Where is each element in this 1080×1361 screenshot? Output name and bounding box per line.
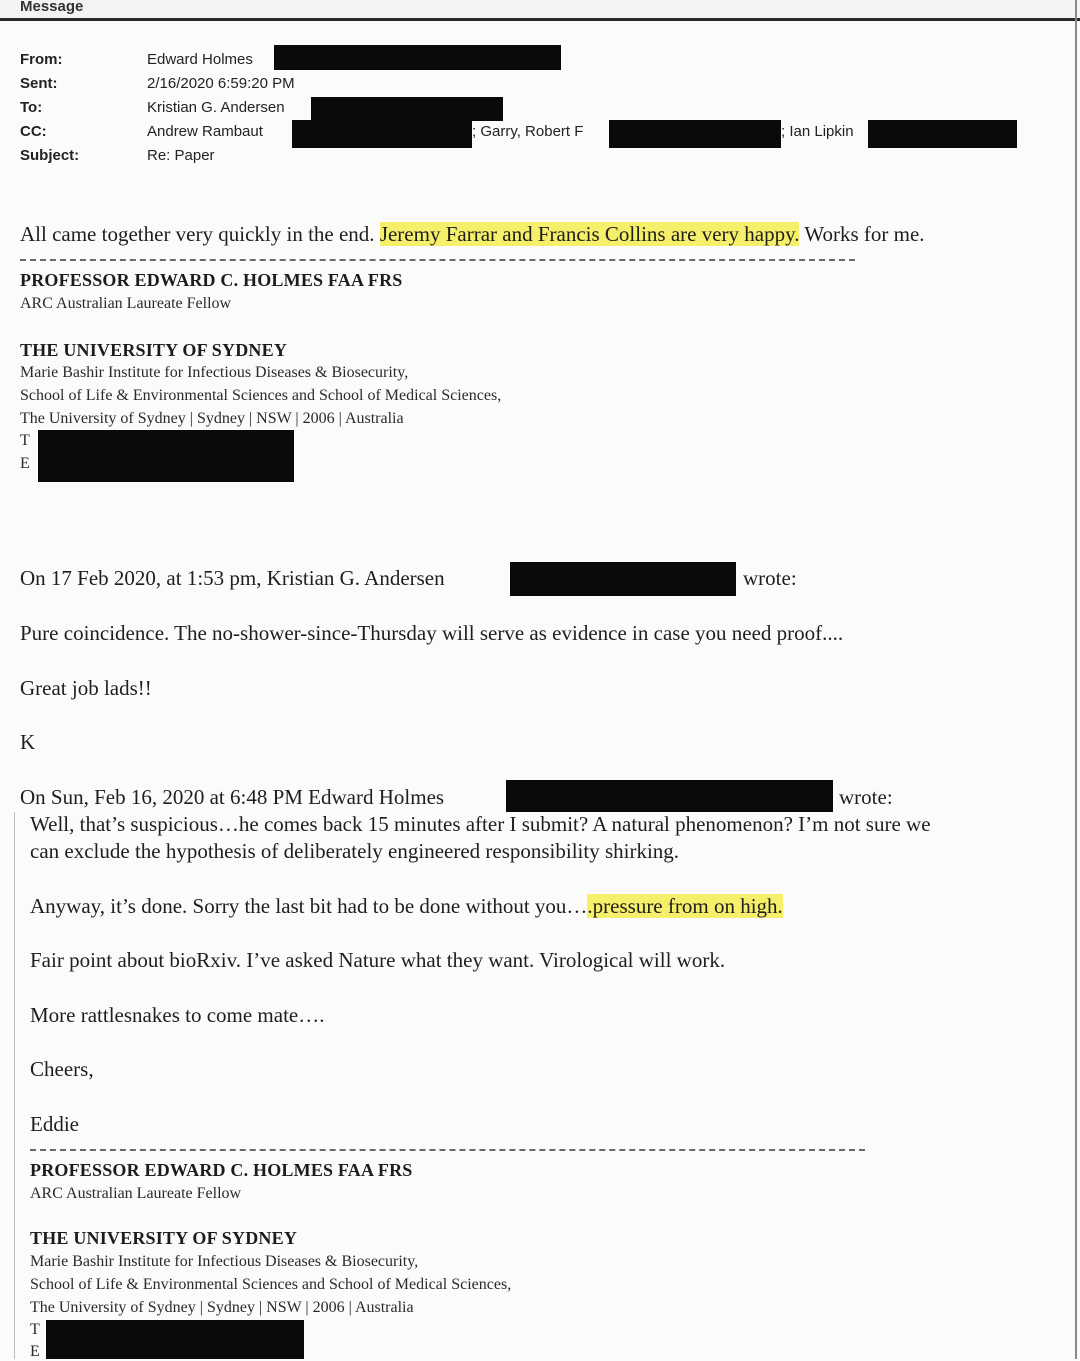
holmes-para-1-line-1: Well, that’s suspicious…he comes back 15 minutes after I submit? A natural phenomenon? I’m not sure we <box>30 812 931 836</box>
redaction-cc-email-3 <box>868 120 1017 148</box>
sent-label: Sent: <box>20 75 58 92</box>
cc-value-lipkin: ; Ian Lipkin <box>781 123 854 140</box>
signature-address: The University of Sydney | Sydney | NSW | 2006 | Australia <box>20 410 404 427</box>
subject-value: Re: Paper <box>147 147 215 164</box>
holmes-para-2: Anyway, it’s done. Sorry the last bit had to be done without you….pressure from on high. <box>30 894 783 918</box>
redaction-signature-contact <box>38 430 294 482</box>
signature-2-phone-label: T <box>30 1321 40 1338</box>
signature-institute: Marie Bashir Institute for Infectious Diseases & Biosecurity, <box>20 364 409 381</box>
holmes-wrote: wrote: <box>839 785 893 809</box>
to-label: To: <box>20 99 43 116</box>
redaction-cc-email-2 <box>609 120 781 148</box>
redaction-andersen-email <box>510 562 736 596</box>
cc-value-rambaut: Andrew Rambaut <box>147 123 263 140</box>
signature-2-title: ARC Australian Laureate Fellow <box>30 1185 242 1202</box>
signature-2-name: PROFESSOR EDWARD C. HOLMES FAA FRS <box>30 1160 413 1180</box>
holmes-para-4: More rattlesnakes to come mate…. <box>30 1003 325 1027</box>
cc-label: CC: <box>20 123 47 140</box>
holmes-highlight: .pressure from on high. <box>587 894 783 918</box>
signature-2-address: The University of Sydney | Sydney | NSW | 2006 | Australia <box>30 1299 414 1316</box>
redaction-signature-2-contact <box>46 1320 304 1359</box>
signature-2-university: THE UNIVERSITY OF SYDNEY <box>30 1228 298 1248</box>
signature-2-institute: Marie Bashir Institute for Infectious Diseases & Biosecurity, <box>30 1253 419 1270</box>
andersen-wrote: wrote: <box>743 566 797 590</box>
holmes-para-6: Eddie <box>30 1112 79 1136</box>
quote-indent-line <box>14 812 15 1359</box>
from-label: From: <box>20 51 63 68</box>
sent-value: 2/16/2020 6:59:20 PM <box>147 75 295 92</box>
holmes-intro: On Sun, Feb 16, 2020 at 6:48 PM Edward Holmes <box>20 785 445 809</box>
signature-name: PROFESSOR EDWARD C. HOLMES FAA FRS <box>20 270 403 290</box>
redaction-to-email <box>311 97 503 121</box>
signature-email-label: E <box>20 455 30 472</box>
signature-2-email-label: E <box>30 1343 40 1360</box>
holmes-para-1-line-2: can exclude the hypothesis of deliberately engineered responsibility shirking. <box>30 839 680 863</box>
to-value: Kristian G. Andersen <box>147 99 285 116</box>
reply-highlight: Jeremy Farrar and Francis Collins are very happy. <box>379 222 800 246</box>
redaction-holmes-email <box>506 780 833 812</box>
signature-school: School of Life & Environmental Sciences and School of Medical Sciences, <box>20 387 502 404</box>
signature-divider-2 <box>30 1149 865 1151</box>
message-window-title: Message <box>20 0 84 15</box>
reply-text: All came together very quickly in the end. Jeremy Farrar and Francis Collins are very happy. Works for me. <box>20 222 925 246</box>
signature-divider <box>20 259 855 261</box>
andersen-line-2: Great job lads!! <box>20 676 152 700</box>
signature-title: ARC Australian Laureate Fellow <box>20 295 232 312</box>
holmes-para-3: Fair point about bioRxiv. I’ve asked Nature what they want. Virological will work. <box>30 948 726 972</box>
signature-2-school: School of Life & Environmental Sciences and School of Medical Sciences, <box>30 1276 512 1293</box>
andersen-line-1: Pure coincidence. The no-shower-since-Thursday will serve as evidence in case you need proof.... <box>20 621 844 645</box>
redaction-from-email <box>274 45 561 70</box>
message-header-bar <box>0 0 1080 20</box>
subject-label: Subject: <box>20 147 80 164</box>
page-right-border <box>1075 0 1077 1359</box>
andersen-line-3: K <box>20 730 36 754</box>
andersen-intro: On 17 Feb 2020, at 1:53 pm, Kristian G. Andersen <box>20 566 445 590</box>
signature-phone-label: T <box>20 432 30 449</box>
holmes-para-5: Cheers, <box>30 1057 94 1081</box>
redaction-cc-email-1 <box>292 120 472 148</box>
cc-value-garry: ; Garry, Robert F <box>472 123 584 140</box>
header-divider <box>0 18 1080 21</box>
from-value: Edward Holmes <box>147 51 253 68</box>
signature-university: THE UNIVERSITY OF SYDNEY <box>20 340 288 360</box>
